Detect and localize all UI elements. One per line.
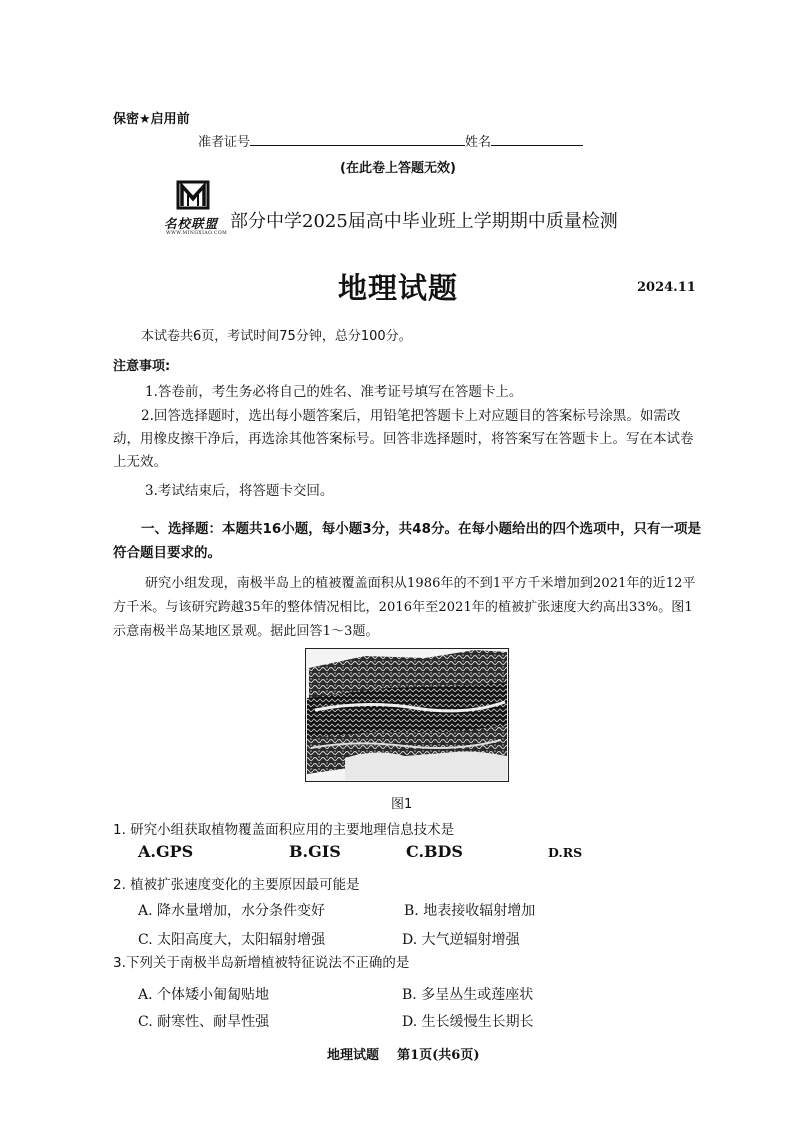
question-3-option-d[interactable]: D. 生长缓慢生长期长 <box>402 1014 534 1030</box>
confidential-label: 保密★启用前 <box>113 112 190 127</box>
question-3-option-a[interactable]: A. 个体矮小匍匐贴地 <box>138 987 270 1003</box>
name-field[interactable] <box>491 132 583 146</box>
reading-passage: 研究小组发现，南极半岛上的植被覆盖面积从1986年的不到1平方千米增加到2021年的近12平方千米。与该研究跨越35年的整体情况相比，2016年至2021年的植被扩张速度大约高出33%。图1示意南极半岛某地区景观。据此回答1～3题。 <box>113 576 696 639</box>
question-2-option-a[interactable]: A. 降水量增加，水分条件变好 <box>138 903 326 919</box>
question-1-option-c[interactable]: C.BDS <box>406 842 463 861</box>
logo-subtext: WWW.MINGXIAO.COM <box>166 231 228 236</box>
question-3-option-b[interactable]: B. 多呈丛生或莲座状 <box>402 987 534 1003</box>
candidate-info-line <box>198 131 583 150</box>
figure-caption: 图1 <box>391 797 413 812</box>
question-1-option-d[interactable]: D.RS <box>548 845 583 860</box>
question-2-option-c[interactable]: C. 太阳高度大，太阳辐射增强 <box>138 932 326 948</box>
notice-heading: 注意事项: <box>113 359 171 374</box>
admission-number-field[interactable] <box>250 132 465 146</box>
notice-item-3: 3.考试结束后，将答题卡交回。 <box>145 483 334 499</box>
question-1-option-b[interactable]: B.GIS <box>289 842 341 861</box>
question-1-stem: 1. 研究小组获取植物覆盖面积应用的主要地理信息技术是 <box>113 822 455 838</box>
question-1-option-a[interactable]: A.GPS <box>138 842 194 861</box>
admission-number-label: 准者证号 <box>198 135 251 150</box>
invalid-note: (在此卷上答题无效) <box>340 161 456 176</box>
notice-item-2: 2.回答选择题时，选出每小题答案后，用铅笔把答题卡上对应题目的答案标号涂黑。如需改动，用橡皮擦干净后，再选涂其他答案标号。回答非选择题时，将答案写在答题卡上。写在本试卷上无效。 <box>113 408 694 470</box>
section-heading: 一、选择题：本题共16小题，每小题3分，共48分。在每小题给出的四个选项中，只有一项是符合题目要求的。 <box>113 521 701 561</box>
antarctic-landscape-image <box>305 648 509 782</box>
subject-title: 地理试题 <box>338 271 459 305</box>
question-2-option-d[interactable]: D. 大气逆辐射增强 <box>402 932 520 948</box>
notice-item-1: 1.答卷前，考生务必将自己的姓名、准考证号填写在答题卡上。 <box>145 384 523 400</box>
school-alliance-logo <box>162 180 228 240</box>
question-3-option-c[interactable]: C. 耐寒性、耐旱性强 <box>138 1014 270 1030</box>
exam-intro: 本试卷共6页，考试时间75分钟，总分100分。 <box>141 329 412 344</box>
figure-1-image <box>305 648 509 782</box>
name-label: 姓名 <box>465 135 492 150</box>
question-2-stem: 2. 植被扩张速度变化的主要原因最可能是 <box>113 877 360 893</box>
exam-title: 部分中学2025届高中毕业班上学期期中质量检测 <box>230 211 618 232</box>
question-3-stem: 3.下列关于南极半岛新增植被特征说法不正确的是 <box>113 955 410 971</box>
page-footer: 地理试题 第1页(共6页) <box>327 1048 480 1063</box>
logo-text: 名校联盟 <box>164 216 219 231</box>
exam-date: 2024.11 <box>637 280 696 295</box>
question-2-option-b[interactable]: B. 地表接收辐射增加 <box>404 903 536 919</box>
